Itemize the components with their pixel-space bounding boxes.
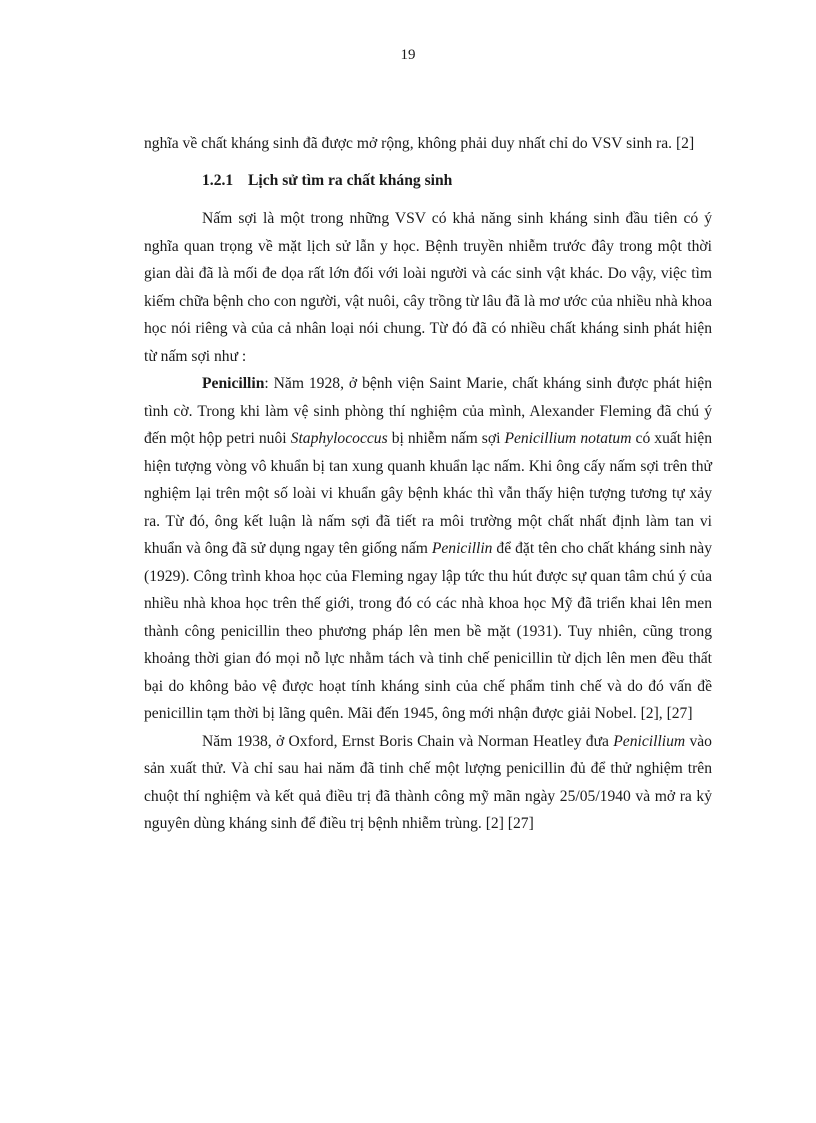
text-run: có xuất hiện hiện tượng vòng vô khuẩn bị tan xung quanh khuẩn lạc nấm. Khi ông cấy nấm sợi trên thử nghiệm lại trên một số loài vi khuẩn gây bệnh khác thì vẫn thấy hiện tượng tương tự xảy ra. Từ đó, ông kết luận là nấm sợi đã tiết ra môi trường một chất nhất định làm tan vi khuẩn và ông đã sử dụng ngay tên giống nấm [144,430,713,557]
text-run: : Năm 1928, ở bệnh viện Saint Marie, chất kháng sinh được phát hiện tình cờ. Trong khi làm vệ sinh phòng thí nghiệm của mình, Alexander Fleming đã chú ý đến một hộp petri nuôi [144,375,712,447]
species-name: Staphylococcus [290,430,388,447]
paragraph-penicillin [144,370,712,728]
paragraph-oxford [144,728,712,838]
text-run: để đặt tên cho chất kháng sinh này (1929). Công trình khoa học của Fleming ngay lập tức thu hút được sự quan tâm chú ý của nhiều nhà khoa học trên thế giới, trong đó có các nhà khoa học Mỹ đã triển khai lên men thành công penicillin theo phương pháp lên men bề mặt (1931). Tuy nhiên, cũng trong khoảng thời gian đó mọi nỗ lực nhằm tách và tinh chế penicillin từ dịch lên men đều thất bại do không bảo vệ được hoạt tính kháng sinh của chế phẩm tinh chế và do đó vấn đề penicillin tạm thời bị lãng quên. Mãi đến 1945, ông mới nhận được giải Nobel. [2], [27] [144,540,712,722]
text-run: Năm 1938, ở Oxford, Ernst Boris Chain và Norman Heatley đưa [202,732,614,750]
text-run: bị nhiễm nấm sợi [387,430,505,447]
section-number: 1.2.1 [202,171,234,189]
species-name: Penicillium [613,732,686,750]
document-body [144,130,712,838]
species-name: Penicillium notatum [504,430,632,447]
term-penicillin: Penicillin [202,375,265,392]
section-title: Lịch sử tìm ra chất kháng sinh [248,171,453,189]
section-heading [144,167,712,195]
page-number: 19 [400,47,416,63]
paragraph-intro: nghĩa về chất kháng sinh đã được mở rộng, không phải duy nhất chỉ do VSV sinh ra. [2] [144,135,695,152]
species-name: Penicillin [431,540,493,557]
text-run: vào sản xuất thử. Và chỉ sau hai năm đã tinh chế một lượng penicillin đủ để thử nghiệm trên chuột thí nghiệm và kết quả điều trị đã thành công mỹ mãn ngày 25/05/1940 và mở ra kỷ nguyên dùng kháng sinh để điều trị bệnh nhiễm trùng. [2] [27] [144,732,712,832]
paragraph-history: Nấm sợi là một trong những VSV có khả năng sinh kháng sinh đầu tiên có ý nghĩa quan trọng về mặt lịch sử lẫn y học. Bệnh truyền nhiễm trước đây trong một thời gian dài đã là mối đe dọa rất lớn đối với loài người và các sinh vật khác. Do vậy, việc tìm kiếm chữa bệnh cho con người, vật nuôi, cây trồng từ lâu đã là mơ ước của nhiều nhà khoa học nói riêng và của cả nhân loại nói chung. Từ đó đã có nhiều chất kháng sinh phát hiện từ nấm sợi như : [144,210,712,365]
